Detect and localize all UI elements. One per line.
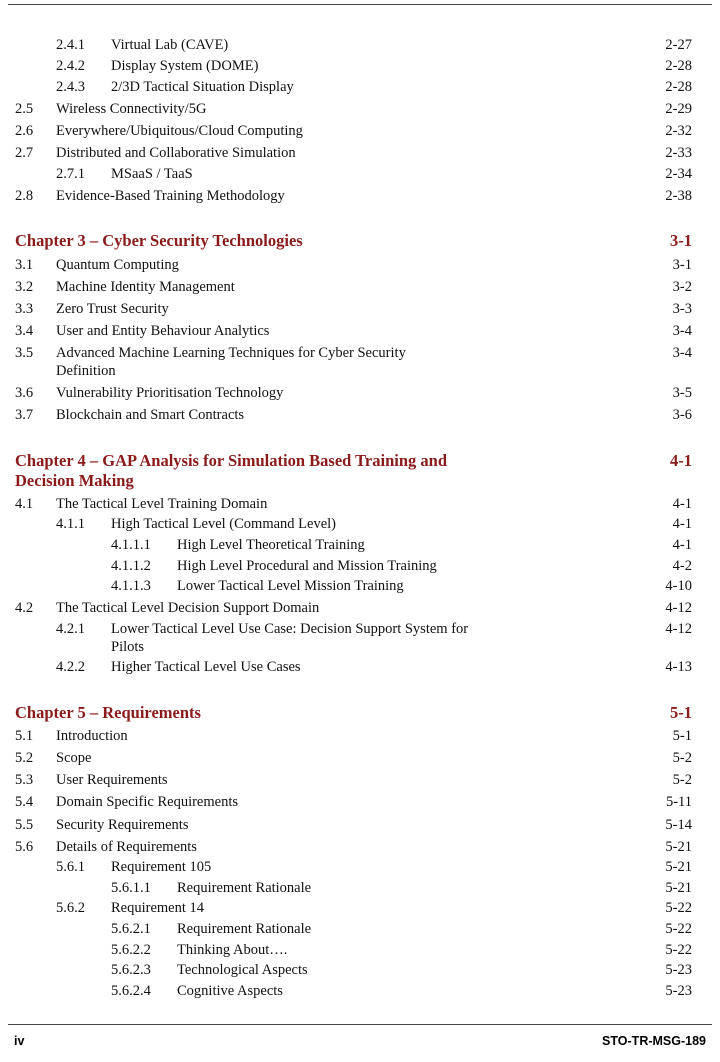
entry-page: 4-1 [672,496,692,512]
entry-number: 4.1.1.1 [111,537,151,553]
entry-number: 5.6.2.1 [111,921,151,937]
entry-title: Machine Identity Management [56,279,235,295]
entry-title: Evidence-Based Training Methodology [56,188,285,204]
entry-page: 3-1 [672,257,692,273]
entry-title: Everywhere/Ubiquitous/Cloud Computing [56,123,303,139]
entry-number: 4.1.1 [56,516,85,532]
document-id: STO-TR-MSG-189 [602,1034,706,1048]
entry-number: 5.6.2 [56,900,85,916]
entry-page: 4-1 [672,537,692,553]
chapter-page: 4-1 [670,451,692,470]
entry-page: 5-11 [665,794,692,810]
entry-page: 5-23 [665,962,692,978]
entry-number: 5.6.1 [56,859,85,875]
entry-number: 5.6.2.2 [111,942,151,958]
entry-number: 2.4.1 [56,37,85,53]
entry-title: Virtual Lab (CAVE) [111,37,229,53]
entry-title: Scope [56,750,92,766]
entry-page: 5-2 [672,772,692,788]
entry-page: 3-4 [672,323,692,339]
entry-title: Lower Tactical Level Use Case: Decision Support System for Pilots [111,621,469,655]
entry-number: 3.3 [15,301,34,317]
entry-title: User and Entity Behaviour Analytics [56,323,270,339]
entry-title: MSaaS / TaaS [111,166,193,182]
entry-title: Domain Specific Requirements [56,794,239,810]
chapter-page: 5-1 [670,703,692,722]
top-rule [8,4,712,5]
entry-page: 5-22 [665,942,692,958]
entry-page: 5-21 [665,880,692,896]
entry-title: User Requirements [56,772,168,788]
entry-page: 2-33 [665,145,692,161]
entry-title: Display System (DOME) [111,58,259,74]
entry-page: 2-27 [665,37,692,53]
entry-page: 3-6 [672,407,692,423]
entry-title: Advanced Machine Learning Techniques for Cyber Security Definition [56,345,406,379]
entry-number: 2.5 [15,101,34,117]
entry-number: 5.5 [15,817,34,833]
entry-title: Cognitive Aspects [177,983,283,999]
entry-number: 3.7 [15,407,34,423]
entry-page: 3-4 [672,345,692,361]
entry-page: 3-3 [672,301,692,317]
entry-page: 4-10 [665,578,692,594]
entry-title: The Tactical Level Training Domain [56,496,268,512]
entry-number: 5.6 [15,839,34,855]
entry-number: 2.4.3 [56,79,85,95]
entry-number: 3.1 [15,257,34,273]
entry-title: Requirement 14 [111,900,205,916]
page-number: iv [14,1034,25,1048]
entry-page: 4-12 [665,600,692,616]
entry-page: 3-2 [672,279,692,295]
entry-page: 2-28 [665,58,692,74]
entry-number: 3.2 [15,279,34,295]
entry-title: Introduction [56,728,128,744]
entry-number: 3.5 [15,345,34,361]
entry-title: The Tactical Level Decision Support Domain [56,600,320,616]
entry-title: Distributed and Collaborative Simulation [56,145,296,161]
entry-title: Thinking About…. [177,942,288,958]
entry-page: 3-5 [672,385,692,401]
entry-number: 4.1.1.3 [111,578,151,594]
entry-number: 4.2 [15,600,34,616]
entry-number: 2.7 [15,145,34,161]
entry-page: 4-12 [665,621,692,637]
entry-number: 3.4 [15,323,34,339]
entry-number: 5.6.1.1 [111,880,151,896]
entry-number: 5.4 [15,794,34,810]
entry-page: 4-1 [672,516,692,532]
entry-number: 3.6 [15,385,34,401]
entry-title: Wireless Connectivity/5G [56,101,207,117]
entry-page: 5-21 [665,859,692,875]
entry-page: 2-34 [665,166,692,182]
chapter-title: Chapter 5 – Requirements [15,703,201,722]
entry-page: 2-29 [665,101,692,117]
entry-number: 2.6 [15,123,34,139]
entry-title: Lower Tactical Level Mission Training [177,578,404,594]
entry-title: High Level Procedural and Mission Training [177,558,437,574]
entry-number: 2.4.2 [56,58,85,74]
entry-page: 5-23 [665,983,692,999]
entry-title: Security Requirements [56,817,189,833]
entry-page: 5-22 [665,921,692,937]
entry-page: 5-22 [665,900,692,916]
entry-number: 2.8 [15,188,34,204]
entry-number: 4.2.1 [56,621,85,637]
entry-page: 5-1 [672,728,692,744]
entry-number: 5.6.2.3 [111,962,151,978]
entry-title: Quantum Computing [56,257,179,273]
entry-title: Details of Requirements [56,839,197,855]
entry-title: Vulnerability Prioritisation Technology [56,385,284,401]
entry-number: 4.1.1.2 [111,558,151,574]
entry-number: 5.6.2.4 [111,983,151,999]
footer-rule [8,1024,712,1025]
entry-page: 2-28 [665,79,692,95]
entry-title: Higher Tactical Level Use Cases [111,659,301,675]
chapter-page: 3-1 [670,231,692,250]
entry-title: 2/3D Tactical Situation Display [111,79,294,95]
entry-title: Requirement Rationale [177,880,312,896]
entry-title: High Level Theoretical Training [177,537,365,553]
entry-number: 5.1 [15,728,34,744]
entry-page: 2-38 [665,188,692,204]
entry-page: 2-32 [665,123,692,139]
entry-title: High Tactical Level (Command Level) [111,516,336,532]
chapter-title: Chapter 3 – Cyber Security Technologies [15,231,303,250]
entry-title: Zero Trust Security [56,301,169,317]
entry-number: 5.2 [15,750,34,766]
entry-page: 5-14 [665,817,692,833]
entry-page: 5-2 [672,750,692,766]
entry-title: Requirement Rationale [177,921,312,937]
entry-title: Technological Aspects [177,962,308,978]
entry-page: 4-2 [672,558,692,574]
entry-number: 4.2.2 [56,659,85,675]
entry-page: 4-13 [665,659,692,675]
entry-number: 5.3 [15,772,34,788]
entry-page: 5-21 [665,839,692,855]
entry-number: 2.7.1 [56,166,85,182]
entry-title: Blockchain and Smart Contracts [56,407,245,423]
entry-number: 4.1 [15,496,34,512]
chapter-title: Chapter 4 – GAP Analysis for Simulation Based Training and Decision Making [15,451,447,490]
entry-title: Requirement 105 [111,859,212,875]
